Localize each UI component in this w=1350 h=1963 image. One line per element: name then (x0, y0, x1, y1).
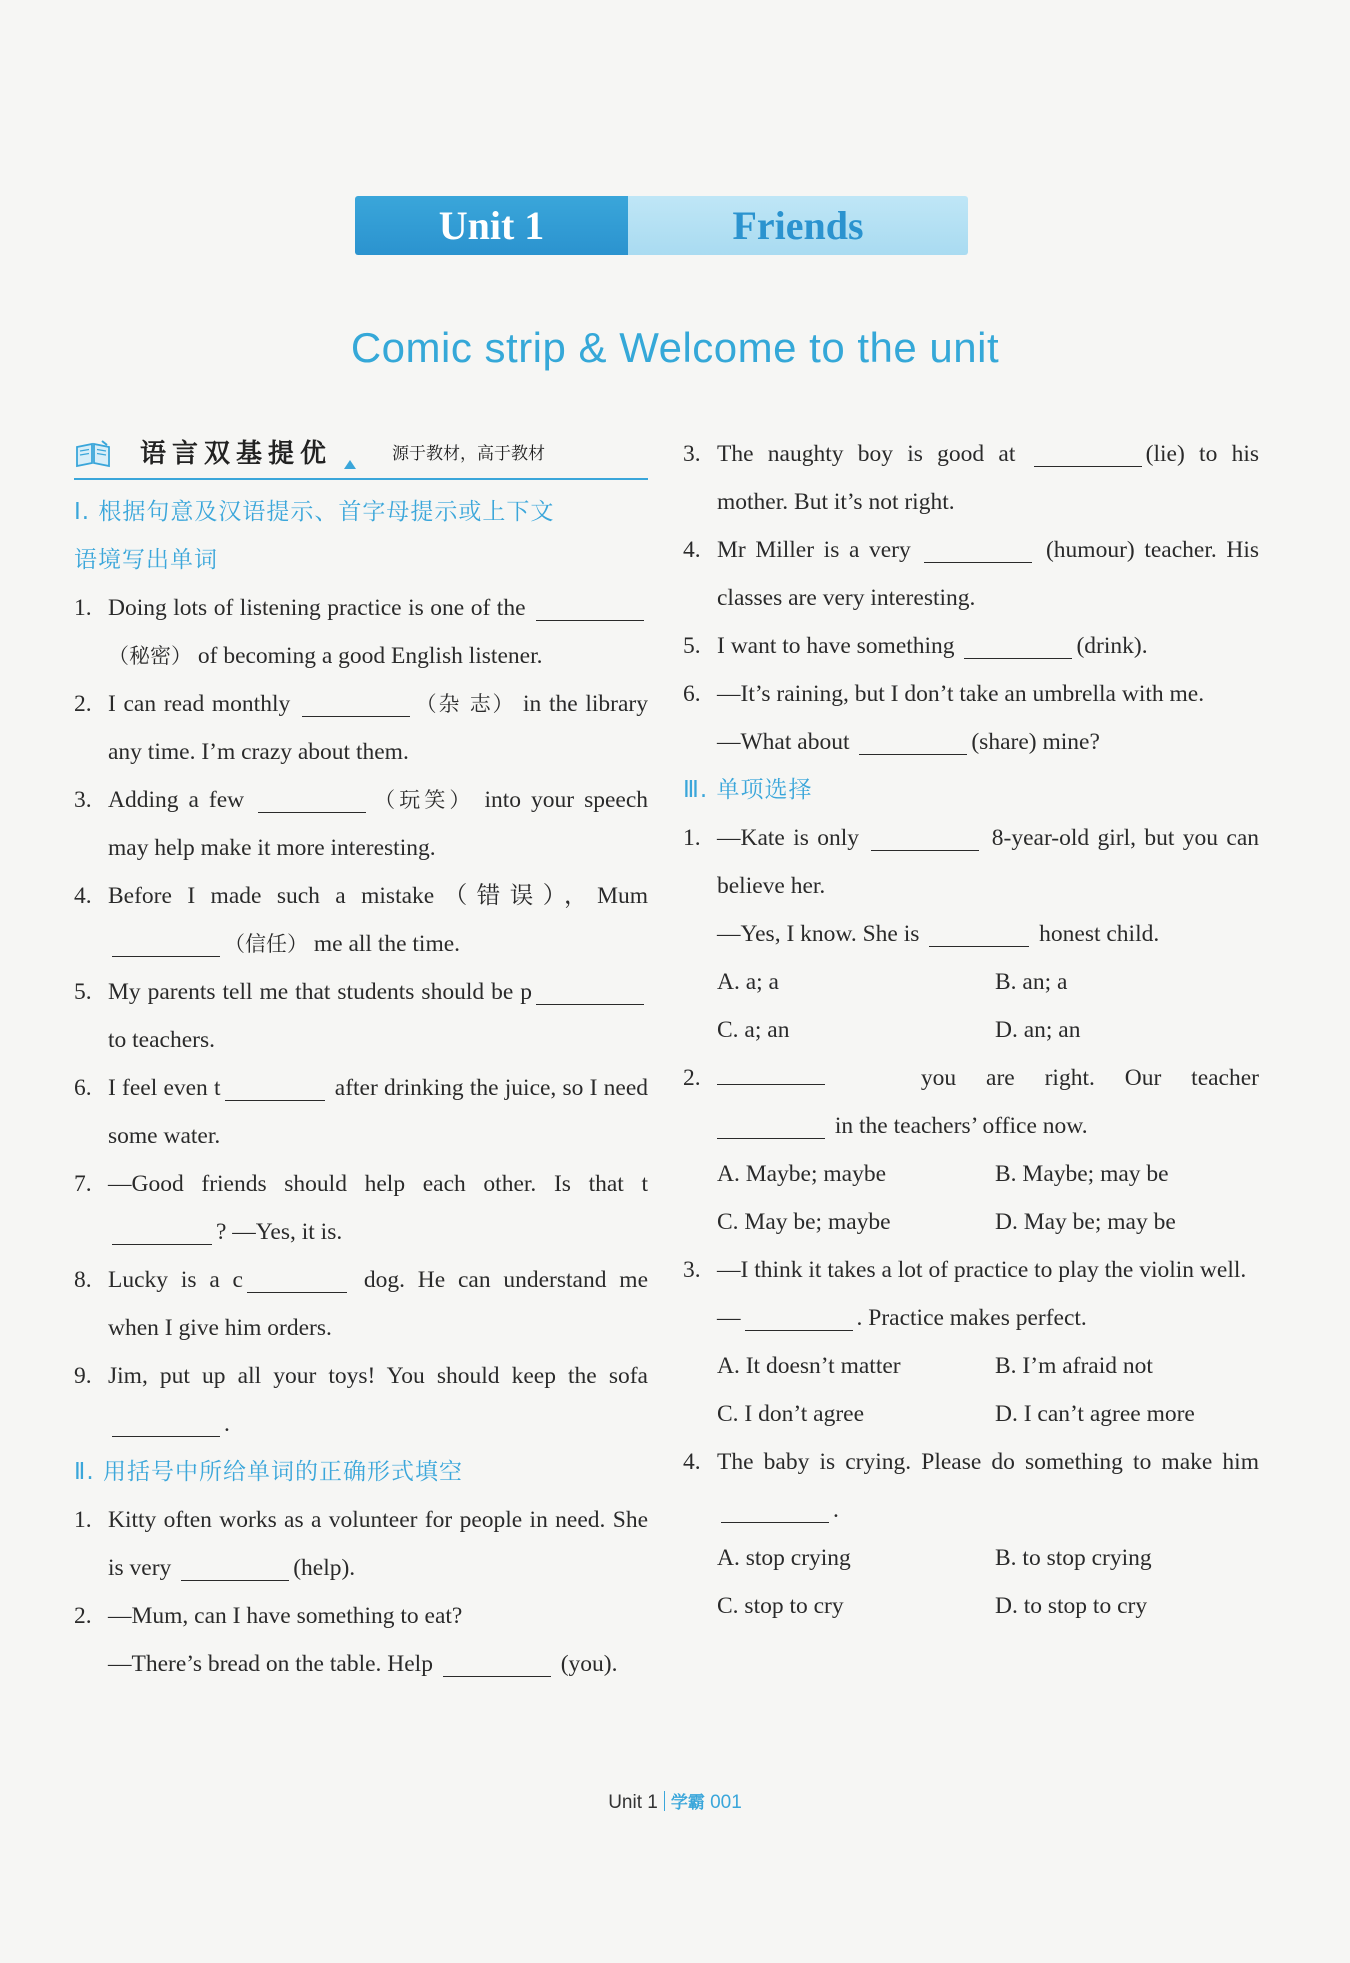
answer-blank[interactable] (112, 926, 220, 957)
answer-blank[interactable] (247, 1262, 347, 1293)
option-b[interactable]: B. Maybe; may be (995, 1161, 1169, 1187)
answer-blank[interactable] (112, 1406, 220, 1437)
list-item: 1. Doing lots of listening practice is one of the （秘密） of becoming a good English listener. (74, 584, 648, 680)
left-column (74, 430, 648, 1688)
list-item: 2. I can read monthly （杂 志） in the library any time. I’m crazy about them. (74, 680, 648, 776)
page-number: 001 (710, 1792, 742, 1813)
answer-options (683, 958, 1259, 1054)
answer-blank[interactable] (536, 590, 644, 621)
part1-heading: Ⅰ. 根据句意及汉语提示、首字母提示或上下文 语境写出单词 (74, 499, 555, 573)
option-d[interactable]: D. to stop to cry (995, 1593, 1148, 1619)
footer-unit: Unit 1 (608, 1792, 658, 1813)
option-c[interactable]: C. a; an (717, 1017, 790, 1043)
list-item: 1. —Kate is only 8-year-old girl, but you can believe her. —Yes, I know. She is honest child. (683, 814, 1259, 958)
option-a[interactable]: A. It doesn’t matter (717, 1353, 901, 1379)
option-b[interactable]: B. to stop crying (995, 1545, 1152, 1571)
answer-blank[interactable] (924, 532, 1032, 563)
answer-blank[interactable] (112, 1214, 212, 1245)
list-item: 1. Kitty often works as a volunteer for people in need. She is very (help). (74, 1507, 648, 1581)
option-a[interactable]: A. stop crying (717, 1545, 851, 1571)
answer-blank[interactable] (181, 1550, 289, 1581)
answer-blank[interactable] (871, 820, 979, 851)
option-d[interactable]: D. an; an (995, 1017, 1081, 1043)
answer-options (683, 1534, 1259, 1630)
list-item: 3. The naughty boy is good at (lie) to his mother. But it’s not right. (683, 430, 1259, 526)
footer-brand: 学霸 (670, 1793, 705, 1813)
unit-label: Unit 1 (355, 196, 628, 255)
answer-blank[interactable] (717, 1054, 825, 1085)
answer-blank[interactable] (745, 1300, 853, 1331)
option-c[interactable]: C. stop to cry (717, 1593, 844, 1619)
answer-blank[interactable] (717, 1108, 825, 1139)
triangle-marker-icon (344, 460, 356, 469)
answer-blank[interactable] (929, 916, 1029, 947)
part3-heading: Ⅲ. 单项选择 (683, 777, 813, 803)
answer-blank[interactable] (964, 628, 1072, 659)
list-item: 5. I want to have something (drink). (683, 622, 1259, 670)
section-name: 语言双基提优 (140, 439, 333, 469)
page-footer (0, 1788, 1350, 1814)
list-item: 4. Mr Miller is a very (humour) teacher. His classes are very interesting. (683, 526, 1259, 622)
section-header (74, 430, 648, 480)
unit-title: Friends (628, 196, 968, 255)
part2-heading: Ⅱ. 用括号中所给单词的正确形式填空 (74, 1459, 463, 1485)
list-item: 2. you are right. Our teacher in the teachers’ office now. (683, 1054, 1259, 1150)
answer-blank[interactable] (443, 1646, 551, 1677)
option-d[interactable]: D. I can’t agree more (995, 1401, 1195, 1427)
section-subtitle: 源于教材，高于教材 (392, 444, 546, 464)
answer-blank[interactable] (225, 1070, 325, 1101)
option-c[interactable]: C. May be; maybe (717, 1209, 891, 1235)
list-item: 8. Lucky is a c dog. He can understand me when I give him orders. (74, 1256, 648, 1352)
option-a[interactable]: A. Maybe; maybe (717, 1161, 887, 1187)
list-item: 3. —I think it takes a lot of practice to play the violin well. — . Practice makes perfect. (683, 1257, 1247, 1331)
open-book-icon (74, 439, 112, 469)
option-a[interactable]: A. a; a (717, 969, 779, 995)
answer-options (683, 1150, 1259, 1246)
list-item: 3. Adding a few （玩笑） into your speech may help make it more interesting. (74, 776, 648, 872)
answer-blank[interactable] (302, 686, 410, 717)
lesson-title: Comic strip & Welcome to the unit (350, 324, 1000, 371)
list-item: 2. —Mum, can I have something to eat? —There’s bread on the table. Help (you). (74, 1603, 618, 1677)
answer-blank[interactable] (536, 974, 644, 1005)
option-c[interactable]: C. I don’t agree (717, 1401, 865, 1427)
unit-banner (355, 196, 968, 255)
list-item: 5. My parents tell me that students should be p to teachers. (74, 968, 648, 1064)
footer-divider (664, 1791, 665, 1811)
list-item: 6. —It’s raining, but I don’t take an umbrella with me. —What about (share) mine? (683, 681, 1205, 755)
list-item: 4. The baby is crying. Please do something to make him . (683, 1449, 1259, 1523)
answer-blank[interactable] (1034, 436, 1142, 467)
answer-blank[interactable] (721, 1492, 829, 1523)
option-b[interactable]: B. an; a (995, 969, 1068, 995)
answer-blank[interactable] (258, 782, 366, 813)
list-item: 9. Jim, put up all your toys! You should keep the sofa . (74, 1363, 648, 1437)
list-item: 7. —Good friends should help each other. Is that t? —Yes, it is. (74, 1171, 648, 1245)
right-column (683, 430, 1259, 1630)
list-item: 6. I feel even t after drinking the juice, so I need some water. (74, 1064, 648, 1160)
answer-options (683, 1342, 1259, 1438)
option-d[interactable]: D. May be; may be (995, 1209, 1176, 1235)
list-item: 4. Before I made such a mistake（错误），Mum （信任） me all the time. (74, 883, 648, 957)
answer-blank[interactable] (859, 724, 967, 755)
option-b[interactable]: B. I’m afraid not (995, 1353, 1153, 1379)
